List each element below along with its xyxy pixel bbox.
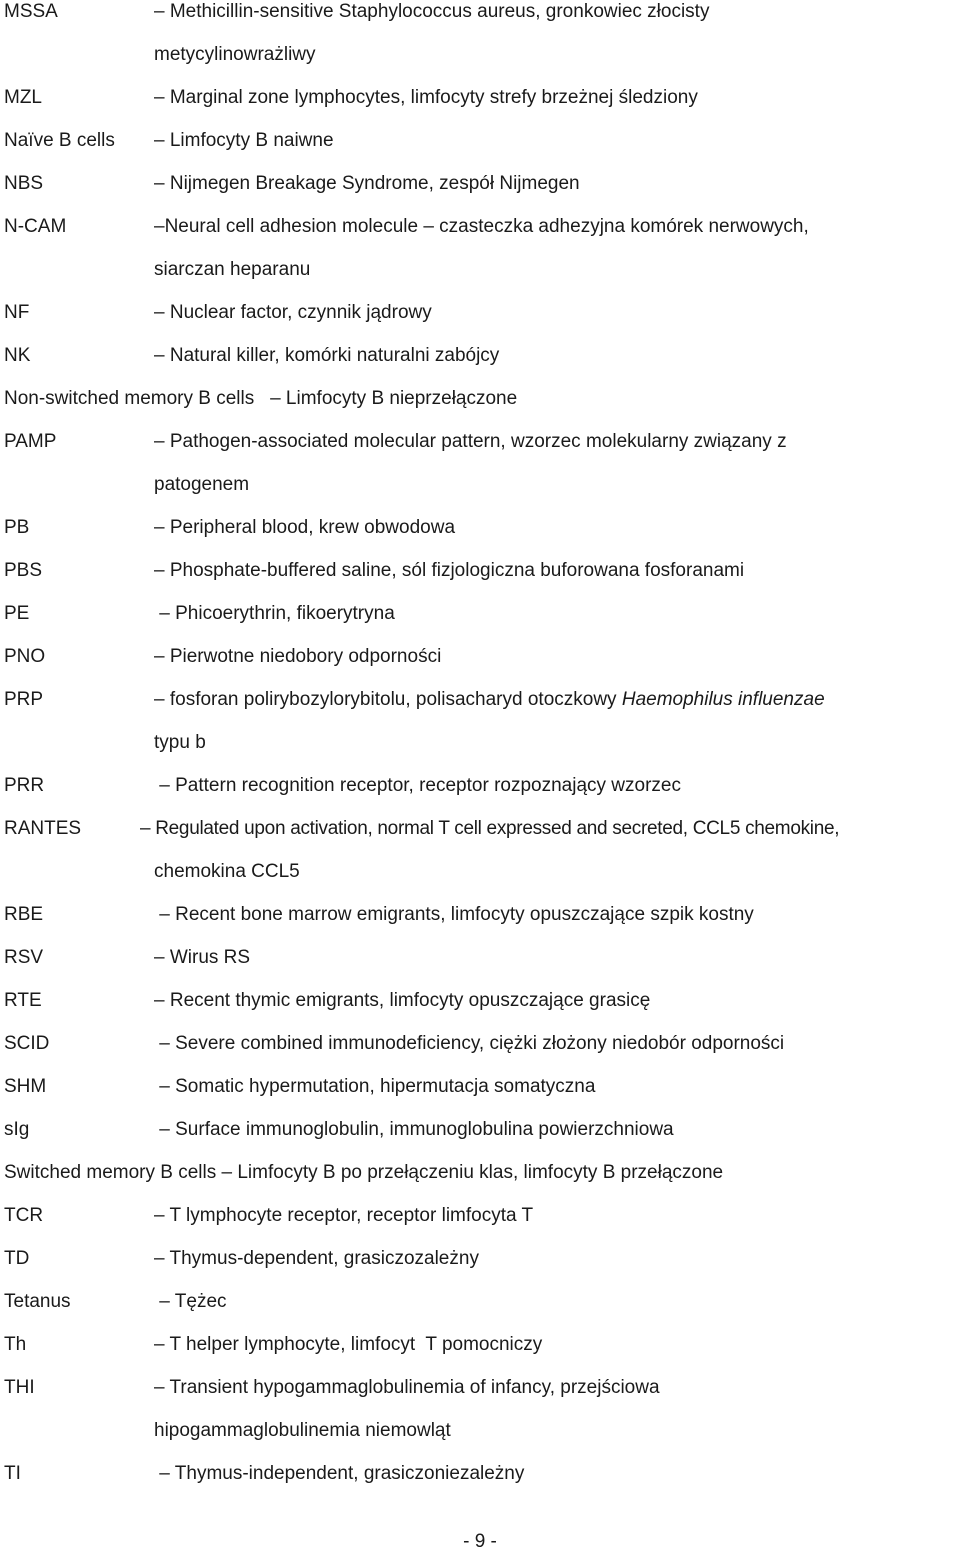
definition: – Limfocyty B naiwne [154,130,334,151]
definition: – Phicoerythrin, fikoerytryna [154,603,395,624]
abbreviation: RTE [4,990,42,1011]
abbreviation: PRR [4,775,45,796]
definition: – Nijmegen Breakage Syndrome, zespół Nijmegen [154,173,580,194]
definition: – Pattern recognition receptor, receptor rozpoznający wzorzec [154,775,681,796]
definition: – Recent bone marrow emigrants, limfocyty opuszczające szpik kostny [154,904,754,925]
abbreviation: NF [4,302,30,323]
definition: – Wirus RS [154,947,251,968]
abbreviation: PE [4,603,30,624]
definition-text: – fosforan polirybozylorybitolu, polisacharyd otoczkowy [154,689,622,710]
definition: – Somatic hypermutation, hipermutacja somatyczna [154,1076,596,1097]
abbreviation: NBS [4,173,44,194]
definition: – Pathogen-associated molecular pattern, wzorzec molekularny związany z [154,431,787,452]
abbreviation: TD [4,1248,30,1269]
abbreviation: Th [4,1334,27,1355]
definition: – T lymphocyte receptor, receptor limfocyta T [154,1205,534,1226]
definition-continuation: metycylinowrażliwy [154,44,316,65]
definition: – Pierwotne niedobory odporności [154,646,442,667]
definition-continuation: typu b [154,732,206,753]
abbreviation: RSV [4,947,44,968]
definition: – Transient hypogammaglobulinemia of infancy, przejściowa [154,1377,660,1398]
definition: – Marginal zone lymphocytes, limfocyty strefy brzeżnej śledziony [154,87,698,108]
abbreviation: NK [4,345,31,366]
definition: – Phosphate-buffered saline, sól fizjologiczna buforowana fosforanami [154,560,745,581]
definition-continuation: hipogammaglobulinemia niemowląt [154,1420,451,1441]
abbreviation: PAMP [4,431,57,452]
definition: – Regulated upon activation, normal T cell expressed and secreted, CCL5 chemokine, [140,818,840,839]
definition: – Thymus-independent, grasiczoniezależny [154,1463,525,1484]
definition-continuation: patogenem [154,474,250,495]
definition: – T helper lymphocyte, limfocyt T pomocniczy [154,1334,543,1355]
abbreviation: THI [4,1377,35,1398]
abbreviation: PNO [4,646,46,667]
abbreviation: MSSA [4,1,58,22]
abbreviation: MZL [4,87,42,108]
species-name: Haemophilus influenzae [621,689,825,710]
abbreviation: RANTES [4,818,82,839]
abbreviation: PB [4,517,30,538]
definition: –Neural cell adhesion molecule – czasteczka adhezyjna komórek nerwowych, [154,216,809,237]
abbreviation: N-CAM [4,216,67,237]
abbreviation: TCR [4,1205,44,1226]
definition: – Severe combined immunodeficiency, ciężki złożony niedobór odporności [154,1033,785,1054]
definition-continuation: chemokina CCL5 [154,861,300,882]
definition-continuation: siarczan heparanu [154,259,311,280]
definition: – Peripheral blood, krew obwodowa [154,517,456,538]
full-line-entry: Switched memory B cells – Limfocyty B po przełączeniu klas, limfocyty B przełączone [4,1162,724,1183]
full-line-entry: Non-switched memory B cells – Limfocyty B nieprzełączone [4,388,518,409]
definition: – Methicillin-sensitive Staphylococcus aureus, gronkowiec złocisty [154,1,710,22]
abbreviation: PRP [4,689,44,710]
abbreviation: RBE [4,904,44,925]
abbreviation: Naïve B cells [4,130,115,151]
abbreviation: PBS [4,560,43,581]
definition: – Surface immunoglobulin, immunoglobulina powierzchniowa [154,1119,674,1140]
definition: – Thymus-dependent, grasiczozależny [154,1248,479,1269]
page-number: - 9 - [463,1531,497,1552]
definition: – Tężec [154,1291,227,1312]
definition [154,688,825,712]
definition: – Nuclear factor, czynnik jądrowy [154,302,432,323]
definition: – Natural killer, komórki naturalni zabójcy [154,345,500,366]
abbreviation: SCID [4,1033,50,1054]
abbreviation: TI [4,1463,21,1484]
abbreviation: SHM [4,1076,47,1097]
definition: – Recent thymic emigrants, limfocyty opuszczające grasicę [154,990,651,1011]
abbreviation: sIg [4,1119,30,1140]
abbreviation: Tetanus [4,1291,71,1312]
